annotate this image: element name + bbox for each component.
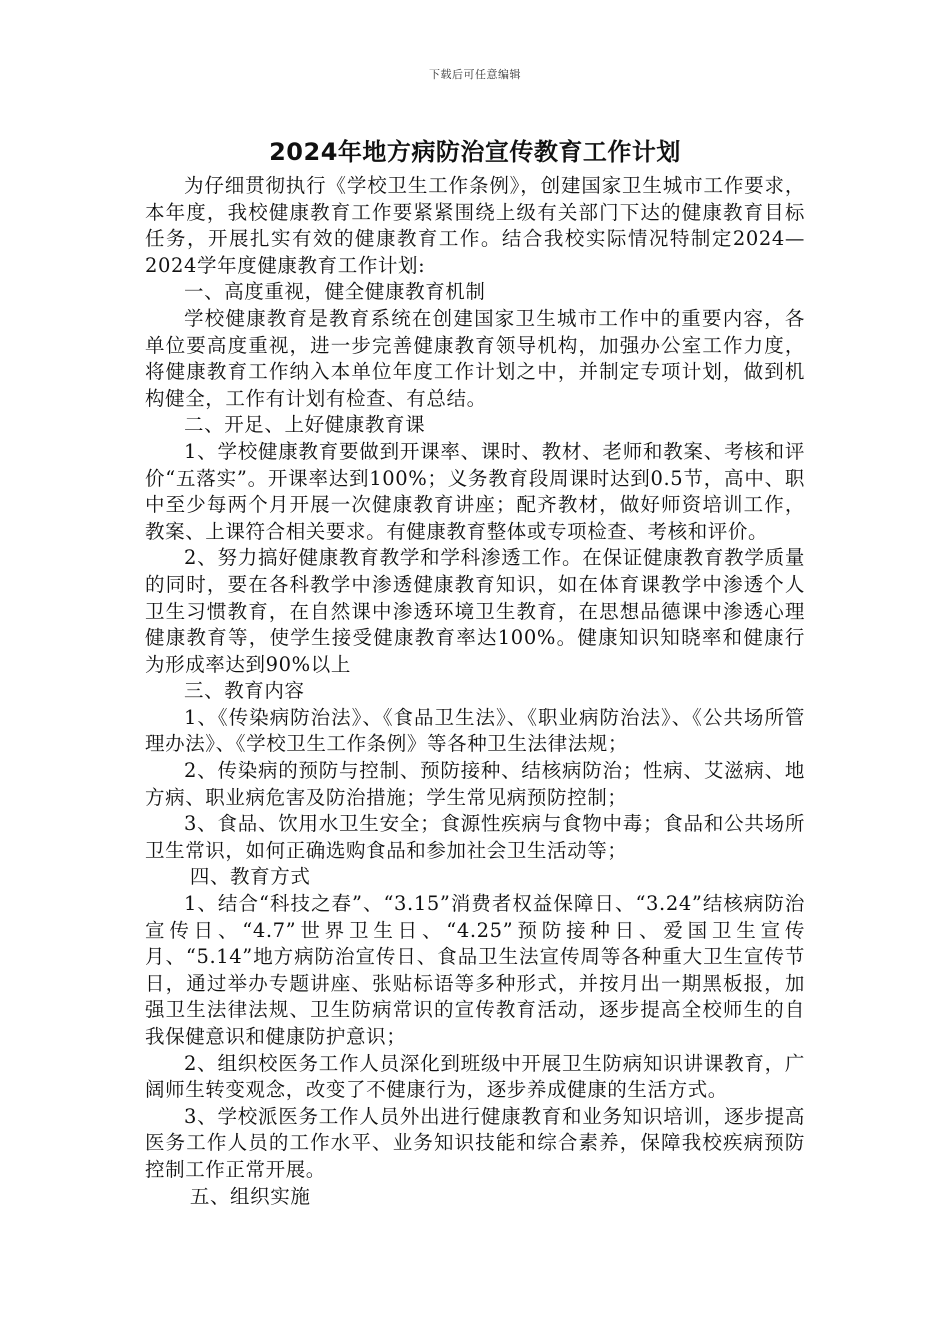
section-heading-1: 一、高度重视，健全健康教育机制 <box>184 280 486 304</box>
paragraph: 3、食品、饮用水卫生安全；食源性疾病与食物中毒；食品和公共场所卫生常识，如何正确选购食品和参加社会卫生活动等； <box>145 812 805 862</box>
section-heading-5: 五、组织实施 <box>189 1184 311 1208</box>
paragraph: 1、《传染病防治法》、《食品卫生法》、《职业病防治法》、《公共场所管理办法》、《学校卫生工作条例》等各种卫生法律法规； <box>145 705 805 756</box>
document-title: 2024年地方病防治宣传教育工作计划 <box>269 138 681 166</box>
document-body <box>145 173 805 1210</box>
section-heading-4: 四、教育方式 <box>189 865 311 889</box>
paragraph: 3、学校派医务工作人员外出进行健康教育和业务知识培训，逐步提高医务工作人员的工作水平、业务知识技能和综合素养，保障我校疾病预防控制工作正常开展。 <box>145 1104 805 1181</box>
paragraph: 2、组织校医务工作人员深化到班级中开展卫生防病知识讲课教育，广阔师生转变观念，改变了不健康行为，逐步养成健康的生活方式。 <box>145 1051 805 1102</box>
paragraph: 1、学校健康教育要做到开课率、课时、教材、老师和教案、考核和评价“五落实”。开课率达到100%；义务教育段周课时达到0.5节，高中、职中至少每两个月开展一次健康教育讲座；配齐教材，做好师资培训工作，教案、上课符合相关要求。有健康教育整体或专项检查、考核和评价。 <box>145 439 805 543</box>
header-note: 下载后可任意编辑 <box>429 68 521 81</box>
section-heading-2: 二、开足、上好健康教育课 <box>184 413 426 437</box>
section-heading-3: 三、教育内容 <box>184 679 305 703</box>
paragraph: 1、结合“科技之春”、“3.15”消费者权益保障日、“3.24”结核病防治宣传日、“4.7”世界卫生日、“4.25”预防接种日、爱国卫生宣传月、“5.14”地方病防治宣传日、食品卫生法宣传周等各种重大卫生宣传节日，通过举办专题讲座、张贴标语等多种形式，并按月出一期黑板报，加强卫生法律法规、卫生防病常识的宣传教育活动，逐步提高全校师生的自我保健意识和健康防护意识； <box>145 892 805 1048</box>
paragraph: 学校健康教育是教育系统在创建国家卫生城市工作中的重要内容，各单位要高度重视，进一步完善健康教育领导机构，加强办公室工作力度，将健康教育工作纳入本单位年度工作计划之中，并制定专项计划，做到机构健全，工作有计划有检查、有总结。 <box>145 306 805 410</box>
paragraph: 2、努力搞好健康教育教学和学科渗透工作。在保证健康教育教学质量的同时，要在各科教学中渗透健康教育知识，如在体育课教学中渗透个人卫生习惯教育，在自然课中渗透环境卫生教育，在思想品德课中渗透心理健康教育等，使学生接受健康教育率达100%。健康知识知晓率和健康行为形成率达到90%以上 <box>145 546 805 676</box>
paragraph: 2、传染病的预防与控制、预防接种、结核病防治；性病、艾滋病、地方病、职业病危害及防治措施；学生常见病预防控制； <box>145 759 805 809</box>
paragraph-intro: 为仔细贯彻执行《学校卫生工作条例》，创建国家卫生城市工作要求，本年度，我校健康教育工作要紧紧围绕上级有关部门下达的健康教育目标任务，开展扎实有效的健康教育工作。结合我校实际情况特制定2024—2024学年度健康教育工作计划: <box>145 174 805 277</box>
